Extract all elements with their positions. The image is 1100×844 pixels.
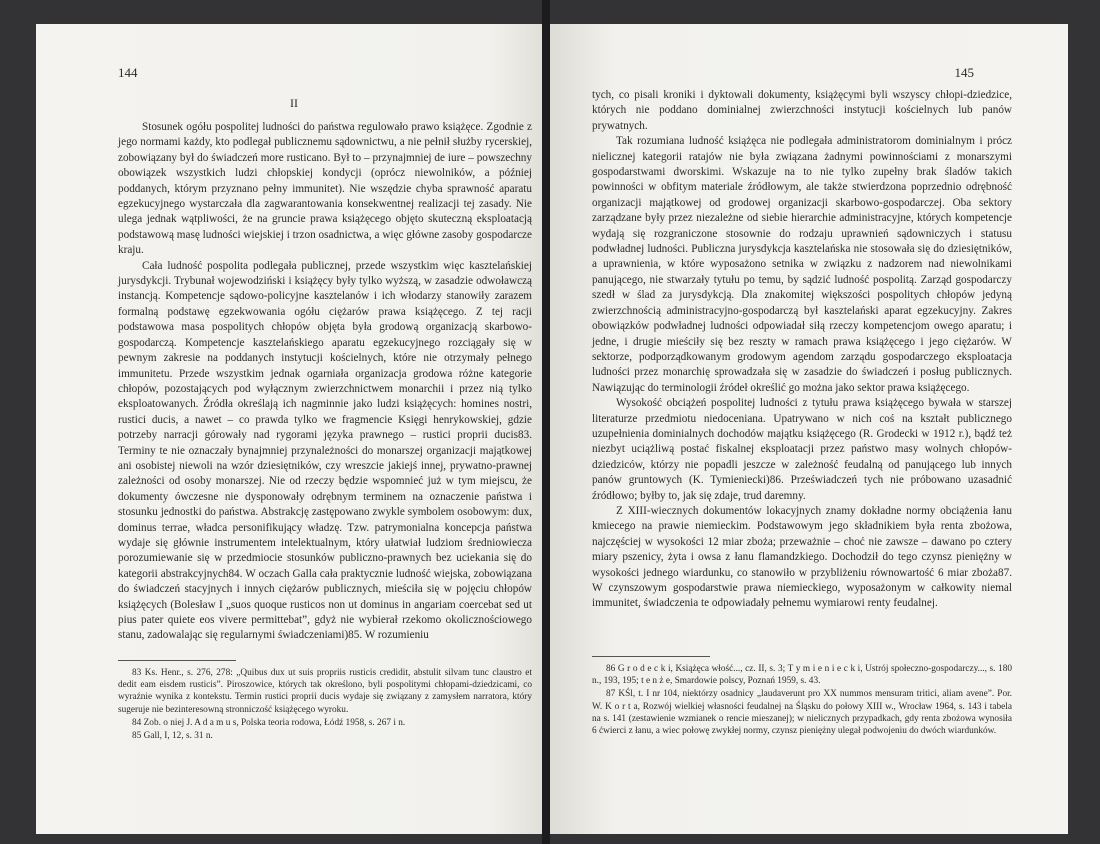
body-text xyxy=(592,88,1012,612)
footnote-divider xyxy=(118,660,236,661)
footnotes xyxy=(118,660,532,743)
paragraph: Cała ludność pospolita podlegała publicznej, przede wszystkim więc kasztelańskiej jurysdykcji. Trybunał wojewodziński i książęcy były tylko wyższą, w zasadzie odwoławczą instancją. Kompetencje sądowo-policyjne kasztelanów i ich włodarzy stanowiły zarazem formalną podstawę egzekwowania ogółu ciężarów prawa książęcego. Z tej racji podstawowa masa pospolitych chłopów objęta była grodową organizacją skarbowo-gospodarczą. Kompetencje kasztelańskiego aparatu egzekucyjnego rozciągały się w pewnym zakresie na poddanych instytucji kościelnych, które nie otrzymały pełnego immunitetu. Przede wszystkim jednak ogarniała organizacja grodowa różne kategorie chłopów, pozostających pod wyłącznym zwierzchnictwem monarchii i przez nią tylko eksploatowanych. Źródła określają ich nagminnie jako ludzi książęcych: homines nostri, rustici ducis, a nawet – co prawda tylko we fragmencie Księgi henrykowskiej, gdzie potrzeby narracji górowały nad rygorami języka prawnego – rustici proprii ducis83. Terminy te nie oznaczały bynajmniej przynależności do monarszej organizacji majątkowej ani osobistej niewoli na wzór dziesiętników, czy wreszcie jakiejś innej, prywatno-prawnej zależności od osoby monarszej. Nie od rzeczy będzie wspomnieć już w tym miejscu, że dokumenty ówczesne nie dysponowały odrębnym terminem na oznaczenie państwa i stosunku jednostki do państwa. Abstrakcję zastępowano zwykle symbolem osobowym: dux, dominus terrae, władca personifikujący władzę. Tzw. patrymonialna koncepcja państwa wydaje się głównie instrumentem intelektualnym, który ułatwiał ludziom średniowiecza porozumiewanie się w przedmiocie stosunków publiczno-prawnych bez uciekania się do kategorii abstrakcyjnych84. W oczach Galla cała praktycznie ludność wiejska, zobowiązana do świadczeń stacyjnych i innych ciężarów publicznych, mieściła się w pojęciu chłopów książęcych (Bolesław I „suos quoque rusticos non ut dominus in angariam coercebat sed ut pius pater quiete eos vivere permittebat”, gdyż nie wybierał rzekomo okolicznościowego stanu, zadowalając się regularnymi świadczeniami)85. W rozumieniu xyxy=(118,259,532,642)
footnote: 84 Zob. o niej J. A d a m u s, Polska teoria rodowa, Łódź 1958, s. 267 i n. xyxy=(132,717,406,728)
footnote-divider xyxy=(592,656,710,657)
right-page xyxy=(552,24,1068,834)
paragraph: Tak rozumiana ludność książęca nie podlegała administratorom dominialnym i prócz nielicznej kategorii ratajów nie była związana żadnymi powinnościami z monarszymi gospodarstwami dworskimi. Wskazuje na to nie tylko zupełny brak śladów takich powinności w obfitym materiale źródłowym, ale także stwierdzona poprzednio odrębność organizacji majątkowej od grodowej organizacji skarbowo-gospodarczej. Oba sektory zarządzane były przez niezależne od siebie hierarchie administracyjne, których kompetencje wydają się rozgraniczone stosownie do rodzaju uprawnień sądowniczych i statusu podwładnej ludności. Publiczna jurysdykcja kasztelańska nie stosowała się do dziesiętników, a uprawnienia, w które wyposażono setnika w związku z nadzorem nad niewolnikami panującego, nie stwarzały tytułu po temu, by sądzić ludność pospolitą. Zarząd gospodarczy szedł w ślad za jurysdykcją. Dla znakomitej większości pospolitych chłopów jedyną zwierzchnością administracyjno-gospodarczą był kasztelański aparat egzekucyjny. Zakres obowiązków podwładnej ludności odpowiadał siłą rzeczy kompetencjom owego aparatu; i jedne, i drugie mieściły się bez reszty w ramach prawa książęcego i jego ciężarów. W sektorze, podporządkowanym grodowym agendom zarządu gospodarczego eksploatacja ludności przez monarchię sprowadzała się w zasadzie do świadczeń i posług publicznych. Nawiązując do terminologii źródeł określić go można jako sektor prawa książęcego. xyxy=(592,135,1012,394)
footnote: 85 Gall, I, 12, s. 31 n. xyxy=(132,731,213,742)
paragraph: tych, co pisali kroniki i dyktowali dokumenty, książęcymi byli wszyscy chłopi-dziedzice, których nie poddano dominialnej zwierzchności instytucji kościelnych lub panów prywatnych. xyxy=(592,89,1012,132)
book-spread xyxy=(36,24,1068,834)
section-heading: II xyxy=(290,96,298,110)
paragraph: Stosunek ogółu pospolitej ludności do państwa regulowało prawo książęce. Zgodnie z jego normami każdy, kto podlegał publicznemu sądownictwu, a nie pełnił służby rycerskiej, zobowiązany był do świadczeń more rusticano. Był to – przynajmniej de iure – powszechny obowiązek wszystkich ludzi chłopskiej kondycji (oprócz niewolników, a później poddanych, którym przyznano pełny immunitet). Nie wszędzie chyba sprawność aparatu egzekucyjnego wystarczała dla zagwarantowania konsekwentnej realizacji tej zasady. Nie ulega jednak wątpliwości, że na gruncie prawa książęcego objęto skuteczną eksploatacją podstawową masę ludności wiejskiej i trzon osadnictwa, a więc główne zasoby gospodarcze kraju. xyxy=(118,121,532,257)
book-gutter xyxy=(542,0,550,844)
body-text xyxy=(118,120,532,644)
paragraph: Z XIII-wiecznych dokumentów lokacyjnych znamy dokładne normy obciążenia łanu kmiecego na prawie niemieckim. Podstawowym jego składnikiem była renta zbożowa, najczęściej w wysokości 12 miar zboża; przeważnie – choć nie zawsze – dawano po cztery miary pszenicy, żyta i owsa z łanu flamandzkiego. Dochodził do tego czynsz pieniężny w wysokości jednego wiardunku, co stanowiło w przybliżeniu równowartość 6 miar zboża87. W czynszowym gospodarstwie prawa niemieckiego, wyposażonym w całkowity niemal immunitet, świadczenia te odpowiadały pełnemu wymiarowi renty feudalnej. xyxy=(592,504,1012,610)
footnotes xyxy=(592,656,1012,738)
footnote: 83 Ks. Henr., s. 276, 278: „Quibus dux ut suis propriis rusticis credidit, abstulit silvam tunc claustro et dedit eam eisdem rusticis”. Piroszowice, których tak określono, byli pospolitymi chłopami-dziedzicami, co wyraźnie wynika z kontekstu. Termin rustici proprii ducis wydaje się związany z zamysłem narratora, który sugeruje nie bezinteresowną stronniczość książęcego wyroku. xyxy=(118,668,532,715)
page-number: 145 xyxy=(954,65,974,80)
paragraph: Wysokość obciążeń pospolitej ludności z tytułu prawa książęcego bywała w starszej literaturze przedmiotu niedoceniana. Upatrywano w nich coś na kształt publicznego uzupełnienia dominialnych dochodów majątku książęcego (R. Grodecki w 1912 r.), bądź też niezbyt uciążliwą postać fiskalnej eksploatacji przez państwo masy wolnych chłopów-dziedziców, którzy nie popadli jeszcze w zależność feudalną od panującego lub innych panów gruntowych (K. Tymieniecki)86. Przeświadczeń tych nie próbowano uzasadnić źródłowo; byłby to, jak się zdaje, trud daremny. xyxy=(592,397,1012,502)
footnote: 87 KŚl, t. I nr 104, niektórzy osadnicy „laudaverunt pro XX nummos mensuram tritici, aliam avene”. Por. W. K o r t a, Rozwój wielkiej własności feudalnej na Śląsku do połowy XIII w., Wrocław 1964, s. 143 i tabela na s. 141 (zestawienie wzmianek o rencie mieszanej); w nielicznych przypadkach, gdy renta zbożowa wynosiła 6 ćwierci z łanu, a wiec połowę zwykłej normy, czynsz pieniężny ulegał podwojeniu do dwóch wiardunków. xyxy=(592,689,1012,737)
footnote: 86 G r o d e c k i, Książęca włość..., cz. II, s. 3; T y m i e n i e c k i, Ustrój społeczno-gospodarczy..., s. 180 n., 193, 195; t e n ż e, Smardowie polscy, Poznań 1959, s. 43. xyxy=(592,664,1012,687)
page-number: 144 xyxy=(118,65,138,80)
left-page xyxy=(36,24,552,834)
